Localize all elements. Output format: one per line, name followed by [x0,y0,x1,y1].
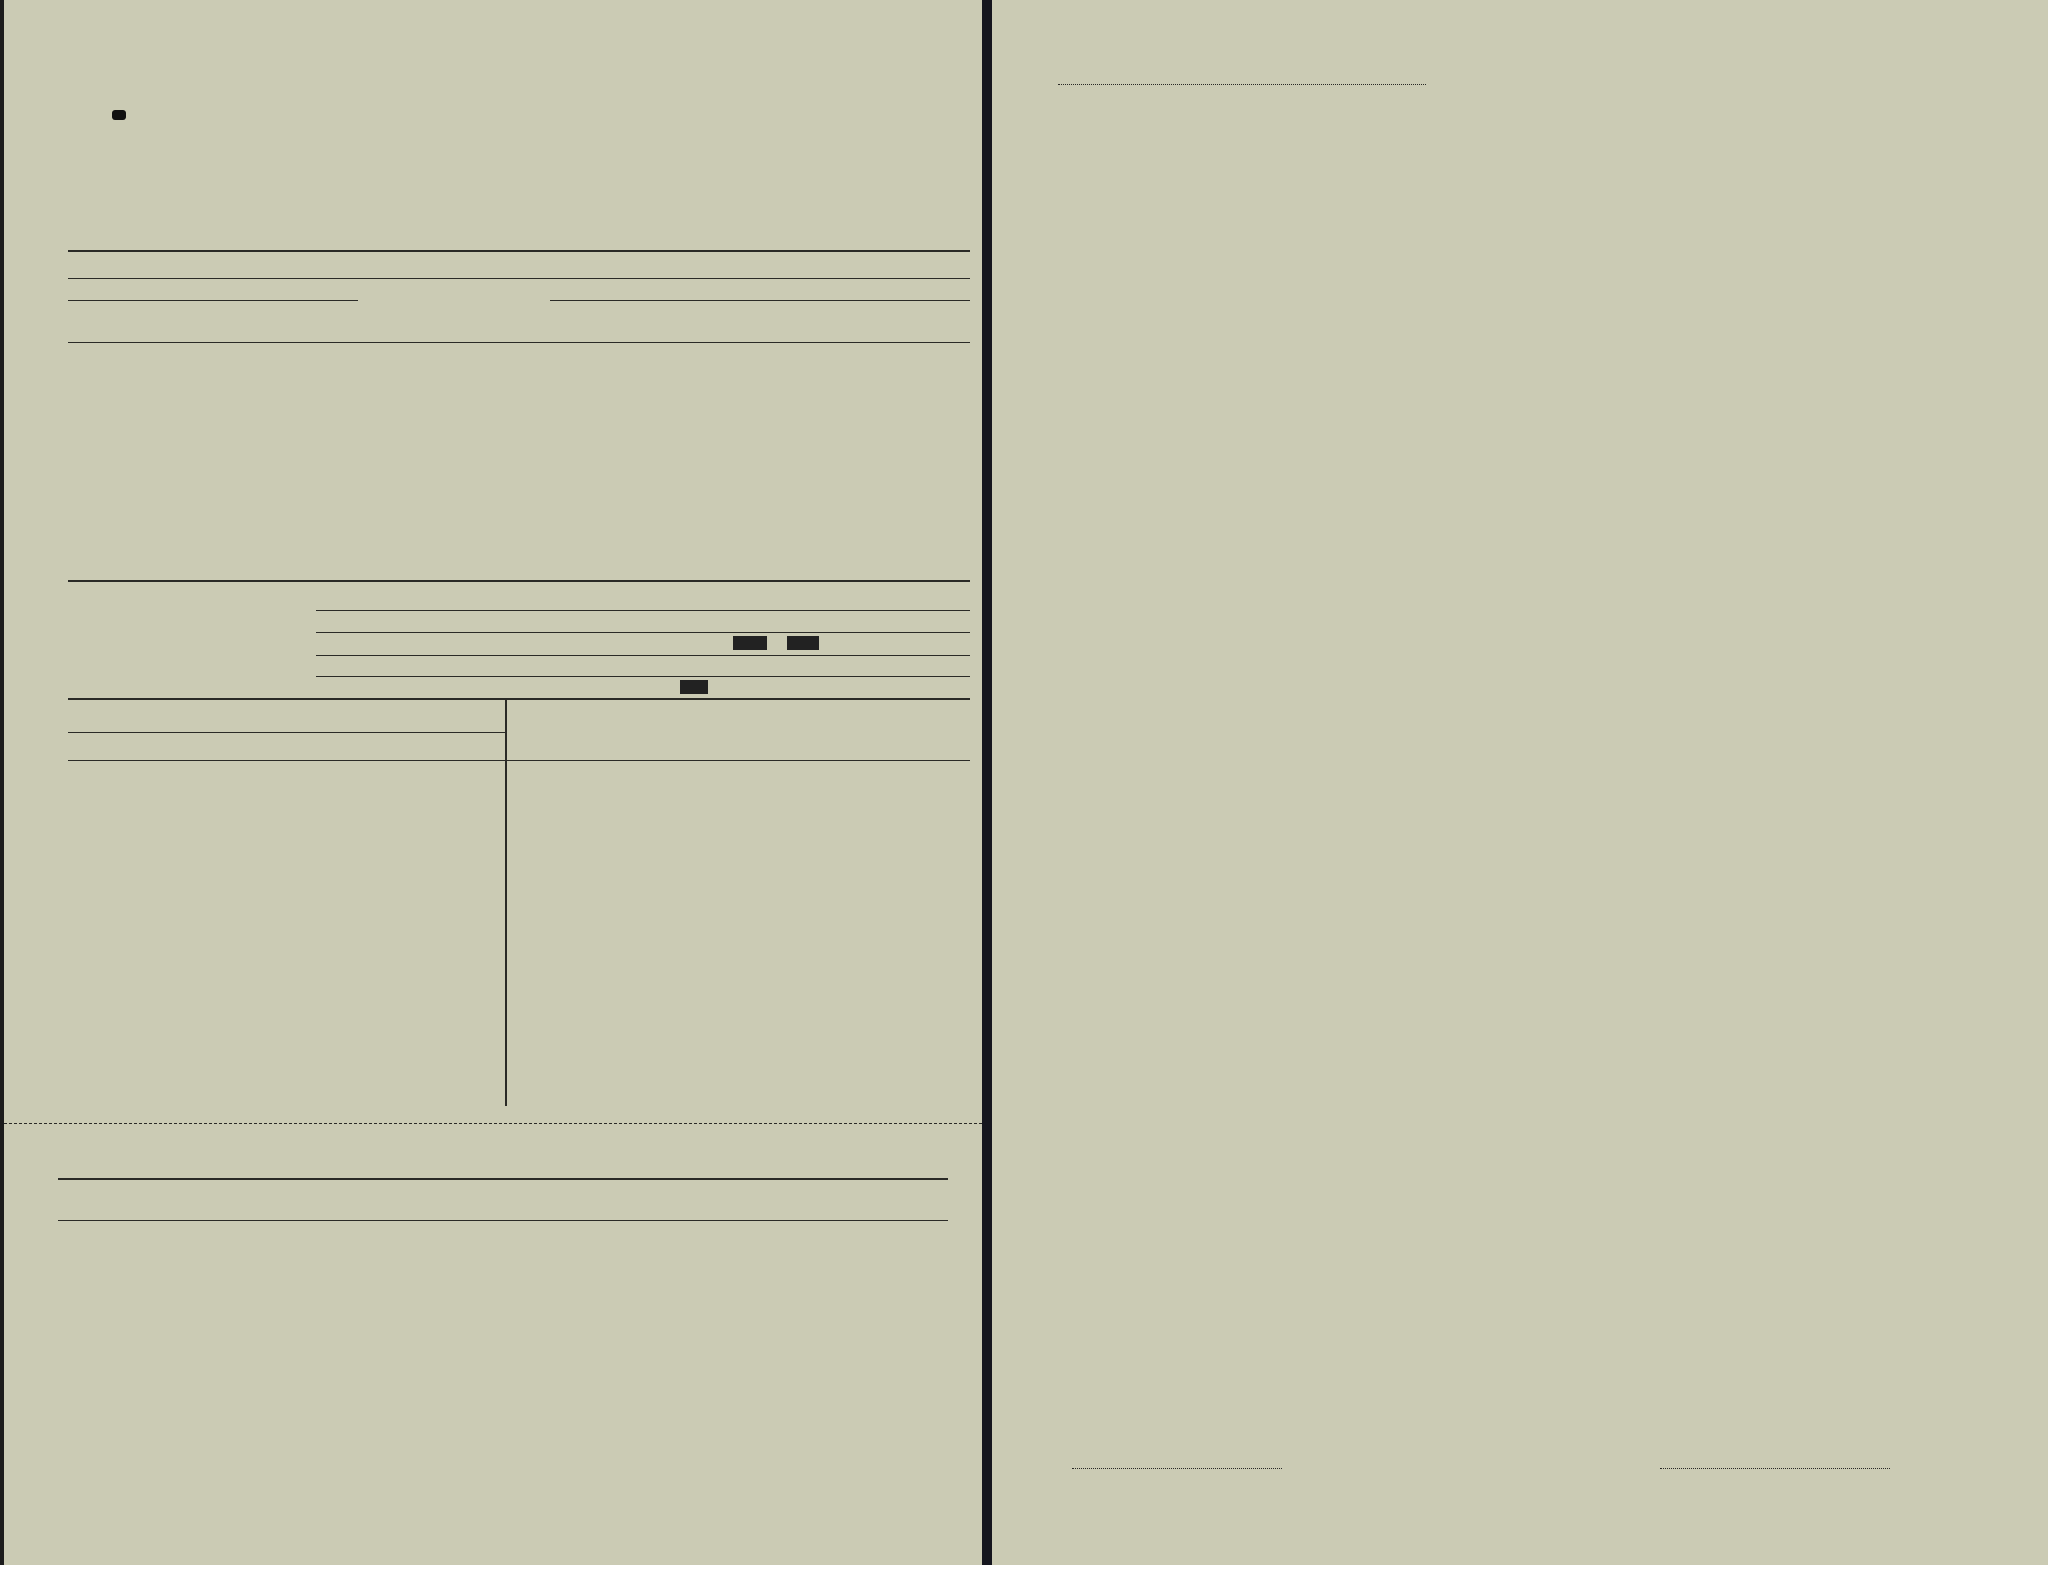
archive-footer [0,1565,2048,1578]
redaction [733,636,767,650]
form-page-1 [4,0,982,1565]
punch-hole [112,110,126,120]
redaction [787,636,819,650]
redaction [680,680,708,694]
form-page-2 [992,0,2048,1565]
binding-spine [982,0,992,1565]
